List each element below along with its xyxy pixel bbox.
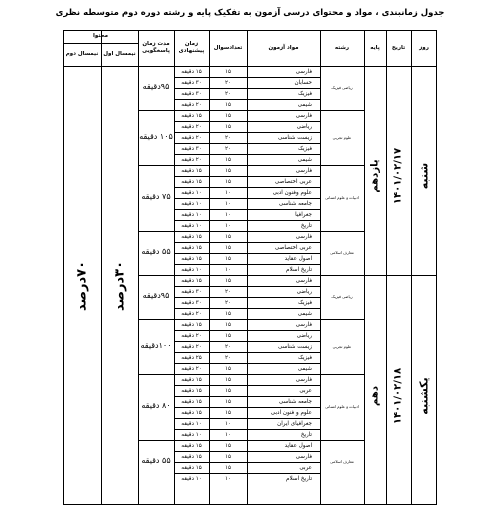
question-count-cell: ۱۵ (224, 376, 231, 383)
suggested-time-cell: ۲۰ دقیقه (181, 365, 202, 372)
answer-duration-cell: ۸۰ دقیقه (141, 401, 171, 410)
header-content-first: نیمسال اول (103, 51, 136, 58)
suggested-time-cell: ۱۰ دقیقه (181, 420, 202, 427)
subject-cell: اصول عقاید (284, 442, 312, 449)
question-count-cell: ۱۵ (224, 123, 231, 130)
suggested-time-cell: ۳۰ دقیقه (181, 90, 202, 97)
subject-cell: فیزیک (297, 299, 312, 306)
answer-duration-cell: ۷۵ دقیقه (141, 192, 171, 201)
suggested-time-cell: ۱۵ دقیقه (181, 68, 202, 75)
subject-cell: فارسی (295, 233, 312, 240)
answer-duration-cell: ۵۵ دقیقه (141, 456, 171, 465)
suggested-time-cell: ۱۵ دقیقه (181, 398, 202, 405)
grade-cell: یازدهم (369, 159, 381, 193)
column-divider (364, 30, 365, 505)
question-count-cell: ۱۵ (224, 310, 231, 317)
subject-cell: عربی (299, 387, 312, 394)
header-time: زمان پیشنهادی (178, 41, 205, 54)
subject-cell: فیزیک (297, 145, 312, 152)
field-cell: ادبیات و علوم انسانی (325, 195, 359, 200)
question-count-cell: ۲۰ (224, 90, 231, 97)
subject-cell: فارسی (295, 68, 312, 75)
question-count-cell: ۱۵ (224, 332, 231, 339)
suggested-time-cell: ۱۰ دقیقه (181, 211, 202, 218)
content-second-percent: ۷۰درصد (74, 260, 90, 312)
question-count-cell: ۱۵ (224, 178, 231, 185)
subject-cell: فیزیک (297, 354, 312, 361)
question-count-cell: ۱۵ (224, 365, 231, 372)
subject-cell: شیمی (297, 101, 312, 108)
subject-cell: عربی (299, 464, 312, 471)
suggested-time-cell: ۲۰ دقیقه (181, 156, 202, 163)
suggested-time-cell: ۱۵ دقیقه (181, 453, 202, 460)
suggested-time-cell: ۲۰ دقیقه (181, 343, 202, 350)
subject-cell: علوم وفنون ادبی (272, 189, 312, 196)
header-date: تاریخ (391, 44, 406, 51)
subject-cell: اصول عقاید (284, 255, 312, 262)
question-count-cell: ۱۰ (224, 222, 231, 229)
column-divider (386, 30, 387, 505)
question-count-cell: ۱۵ (224, 409, 231, 416)
subject-cell: جغرافیا (295, 211, 312, 218)
suggested-time-cell: ۳۰ دقیقه (181, 299, 202, 306)
subject-cell: جامعه شناسی (278, 398, 312, 405)
subject-cell: فارسی (295, 453, 312, 460)
subject-cell: حسابان (294, 79, 312, 86)
suggested-time-cell: ۲۰ دقیقه (181, 332, 202, 339)
question-count-cell: ۱۵ (224, 112, 231, 119)
suggested-time-cell: ۲۰ دقیقه (181, 310, 202, 317)
subject-cell: فارسی (295, 376, 312, 383)
question-count-cell: ۱۰ (224, 431, 231, 438)
answer-duration-cell: ۱۰۰دقیقه (140, 340, 172, 350)
question-count-cell: ۱۰ (224, 475, 231, 482)
suggested-time-cell: ۱۰ دقیقه (181, 431, 202, 438)
subject-cell: تاریخ (300, 431, 312, 438)
question-count-cell: ۲۰ (224, 134, 231, 141)
suggested-time-cell: ۱۰ دقیقه (181, 222, 202, 229)
question-count-cell: ۱۵ (224, 255, 231, 262)
header-content-second: نیمسال دوم (65, 51, 99, 58)
suggested-time-cell: ۱۵ دقیقه (181, 233, 202, 240)
header-questions: تعدادسوال (213, 44, 243, 51)
header-subject: مواد آزمون (268, 44, 299, 51)
column-divider (411, 30, 412, 505)
suggested-time-cell: ۱۰ دقیقه (181, 475, 202, 482)
suggested-time-cell: ۱۵ دقیقه (181, 277, 202, 284)
suggested-time-cell: ۱۰ دقیقه (181, 266, 202, 273)
question-count-cell: ۲۰ (224, 288, 231, 295)
header-field: رشته (334, 44, 350, 51)
suggested-time-cell: ۱۵ دقیقه (181, 167, 202, 174)
subject-cell: فارسی (295, 277, 312, 284)
question-count-cell: ۲۰ (224, 343, 231, 350)
subject-cell: تاریخ (300, 222, 312, 229)
suggested-time-cell: ۱۵ دقیقه (181, 409, 202, 416)
column-divider (138, 30, 139, 505)
suggested-time-cell: ۲۵ دقیقه (181, 354, 202, 361)
date-cell: ۱۴۰۱/۰۲/۱۸ (392, 367, 404, 425)
subject-cell: ریاضی (296, 288, 312, 295)
subject-cell: جغرافیای ایران (277, 420, 312, 427)
subject-cell: زیست شناسی (278, 343, 312, 350)
question-count-cell: ۱۰ (224, 266, 231, 273)
question-count-cell: ۱۵ (224, 233, 231, 240)
suggested-time-cell: ۱۵ دقیقه (181, 112, 202, 119)
question-count-cell: ۱۵ (224, 156, 231, 163)
header-content: محتوا (93, 33, 108, 40)
question-count-cell: ۱۰ (224, 420, 231, 427)
subject-cell: علوم و فنون ادبی (270, 409, 312, 416)
question-count-cell: ۱۵ (224, 387, 231, 394)
suggested-time-cell: ۱۵ دقیقه (181, 387, 202, 394)
column-divider (101, 30, 102, 505)
answer-duration-cell: ۱۰۵ دقیقه (139, 131, 173, 141)
question-count-cell: ۱۰ (224, 200, 231, 207)
header-grade: پایه (370, 44, 380, 51)
field-cell: علوم تجربی (332, 134, 352, 140)
answer-duration-cell: ۹۵دقیقه (142, 291, 170, 300)
subject-cell: زیست شناسی (278, 134, 312, 141)
subject-cell: تاریخ اسلام (286, 475, 312, 482)
subject-cell: عربی اختصاصی (274, 244, 312, 251)
column-divider (320, 30, 321, 505)
date-cell: ۱۴۰۱/۰۲/۱۷ (392, 147, 404, 205)
header-answer-time: مدت زمان پاسخگویی (142, 41, 170, 54)
question-count-cell: ۱۵ (224, 68, 231, 75)
subject-cell: فارسی (295, 321, 312, 328)
suggested-time-cell: ۳۰ دقیقه (181, 288, 202, 295)
suggested-time-cell: ۳۰ دقیقه (181, 145, 202, 152)
answer-duration-cell: ۹۵دقیقه (142, 82, 170, 91)
question-count-cell: ۲۰ (224, 79, 231, 86)
suggested-time-cell: ۲۰ دقیقه (181, 123, 202, 130)
suggested-time-cell: ۱۰ دقیقه (181, 189, 202, 196)
suggested-time-cell: ۱۵ دقیقه (181, 321, 202, 328)
subject-cell: شیمی (297, 156, 312, 163)
subject-cell: فارسی (295, 112, 312, 119)
question-count-cell: ۲۰ (224, 145, 231, 152)
question-count-cell: ۱۵ (224, 464, 231, 471)
question-count-cell: ۱۵ (224, 321, 231, 328)
question-count-cell: ۱۵ (224, 167, 231, 174)
field-cell: ادبیات و علوم انسانی (325, 404, 359, 409)
question-count-cell: ۱۰ (224, 211, 231, 218)
suggested-time-cell: ۱۰ دقیقه (181, 200, 202, 207)
subject-cell: شیمی (297, 310, 312, 317)
suggested-time-cell: ۲۰ دقیقه (181, 134, 202, 141)
question-count-cell: ۱۵ (224, 442, 231, 449)
subject-cell: عربی اختصاصی (274, 178, 312, 185)
suggested-time-cell: ۱۵ دقیقه (181, 442, 202, 449)
page-title: جدول زمانبندی ، مواد و محتوای درسی آزمون به تفکیک پایه و رشته دوره دوم متوسطه نظری (55, 8, 445, 18)
day-cell: یکشنبه (417, 377, 431, 415)
suggested-time-cell: ۱۵ دقیقه (181, 464, 202, 471)
day-cell: شنبه (417, 162, 431, 190)
field-cell: معارف اسلامی (330, 250, 354, 255)
day-divider (138, 275, 437, 276)
content-first-percent: ۳۰درصد (112, 260, 128, 312)
subject-cell: فیزیک (297, 90, 312, 97)
suggested-time-cell: ۱۵ دقیقه (181, 376, 202, 383)
suggested-time-cell: ۱۵ دقیقه (181, 178, 202, 185)
field-cell: ریاضی فیزیک (331, 85, 353, 90)
question-count-cell: ۲۰ (224, 354, 231, 361)
suggested-time-cell: ۲۰ دقیقه (181, 101, 202, 108)
subject-cell: ریاضی (296, 332, 312, 339)
question-count-cell: ۱۵ (224, 398, 231, 405)
subject-cell: تاریخ اسلام (286, 266, 312, 273)
subject-cell: جامعه شناسی (278, 200, 312, 207)
question-count-cell: ۱۵ (224, 453, 231, 460)
subject-cell: ریاضی (296, 123, 312, 130)
field-cell: ریاضی فیزیک (331, 294, 353, 299)
answer-duration-cell: ۵۵ دقیقه (141, 247, 171, 256)
field-cell: علوم تجربی (332, 343, 352, 349)
suggested-time-cell: ۳۰ دقیقه (181, 79, 202, 86)
subject-cell: شیمی (297, 365, 312, 372)
field-cell: معارف اسلامی (330, 459, 354, 464)
header-day: روز (419, 44, 429, 51)
subject-cell: فارسی (295, 167, 312, 174)
question-count-cell: ۱۵ (224, 277, 231, 284)
suggested-time-cell: ۱۵ دقیقه (181, 255, 202, 262)
question-count-cell: ۲۰ (224, 299, 231, 306)
question-count-cell: ۱۵ (224, 101, 231, 108)
question-count-cell: ۱۵ (224, 244, 231, 251)
question-count-cell: ۱۰ (224, 189, 231, 196)
suggested-time-cell: ۱۵ دقیقه (181, 244, 202, 251)
grade-cell: دهم (369, 386, 381, 406)
